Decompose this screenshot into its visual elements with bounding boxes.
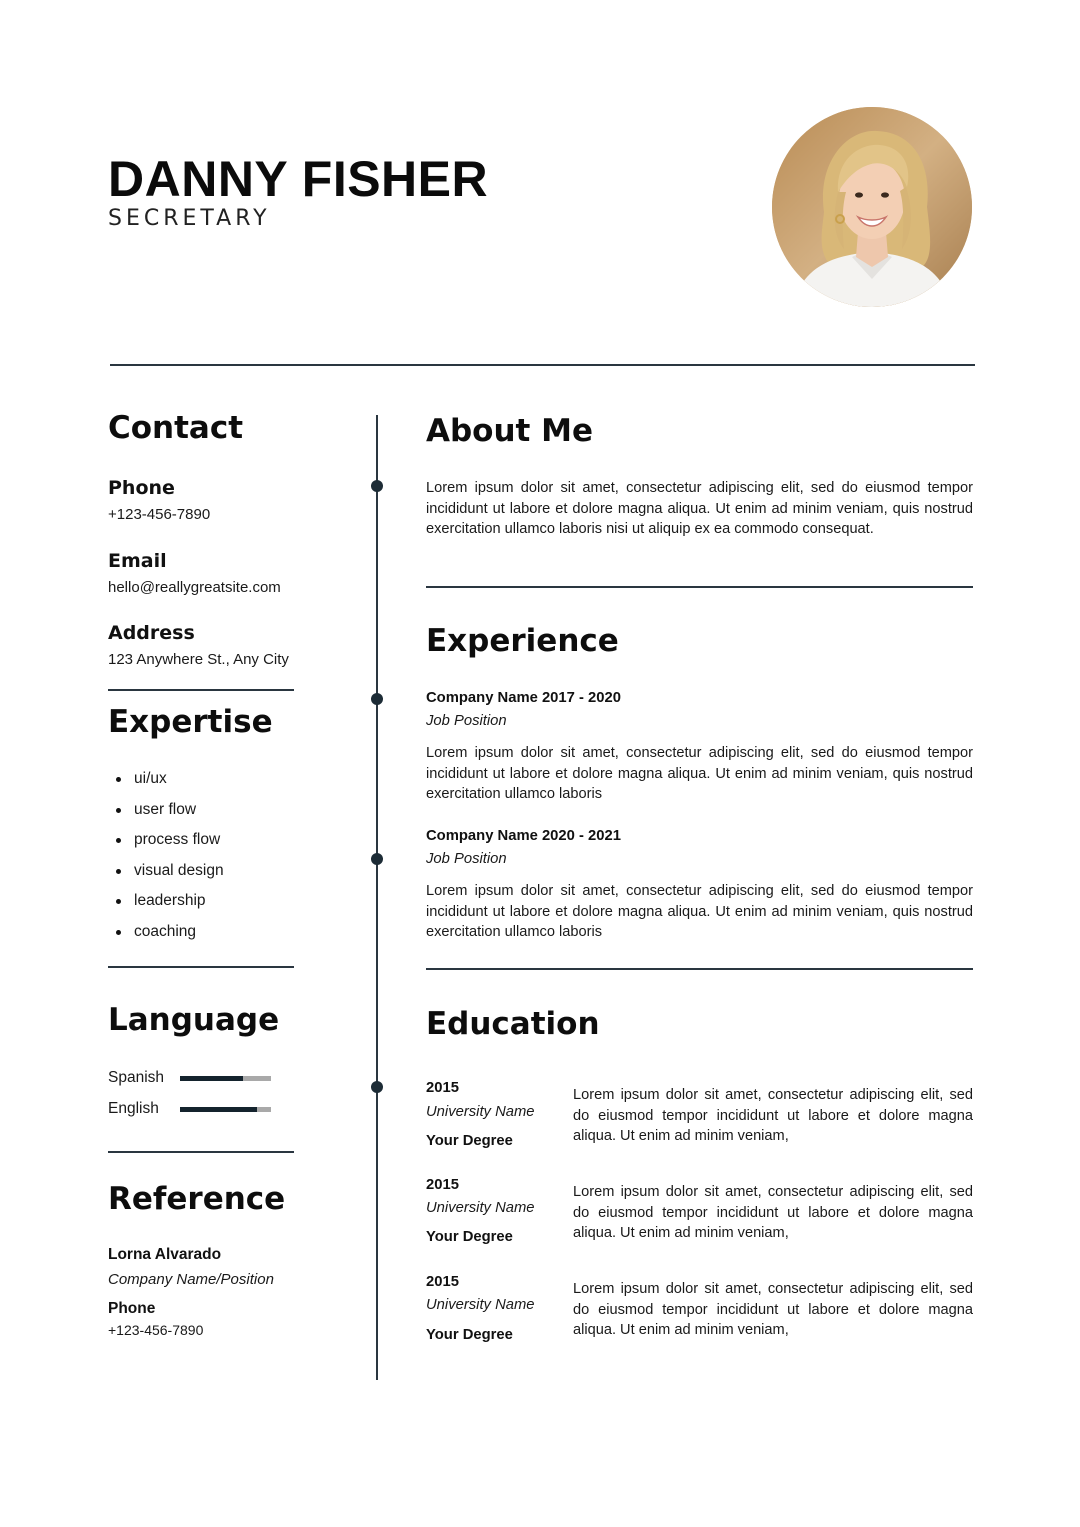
timeline-dot — [371, 693, 383, 705]
list-item: visual design — [108, 859, 224, 890]
language-bar — [180, 1107, 271, 1112]
education-text: Lorem ipsum dolor sit amet, consectetur adipiscing elit, sed do eiusmod tempor incididunt ut labore et dolore magna aliqua. Ut enim ad minim veniam, — [573, 1281, 973, 1338]
experience-position: Job Position — [426, 851, 507, 867]
list-item: leadership — [108, 889, 224, 920]
language-row — [108, 1069, 278, 1089]
experience-company: Company Name 2017 - 2020 — [426, 690, 621, 706]
timeline-dot — [371, 1081, 383, 1093]
experience-text: Lorem ipsum dolor sit amet, consectetur adipiscing elit, sed do eiusmod tempor incididunt ut labore et dolore magna aliqua. Ut enim ad minim veniam, quis nostrud exercitation ullamco laboris — [426, 883, 973, 940]
education-text: Lorem ipsum dolor sit amet, consectetur adipiscing elit, sed do eiusmod tempor incididunt ut labore et dolore magna aliqua. Ut enim ad minim veniam, — [573, 1087, 973, 1144]
timeline-dot — [371, 853, 383, 865]
portrait-image — [772, 107, 972, 307]
email-label: Email — [108, 550, 167, 572]
reference-name: Lorna Alvarado — [108, 1246, 222, 1263]
section-divider — [108, 1151, 294, 1153]
reference-phone: +123-456-7890 — [108, 1322, 204, 1338]
education-text: Lorem ipsum dolor sit amet, consectetur adipiscing elit, sed do eiusmod tempor incididunt ut labore et dolore magna aliqua. Ut enim ad minim veniam, — [573, 1184, 973, 1241]
job-title: SECRETARY — [108, 206, 271, 231]
section-divider — [108, 966, 294, 968]
expertise-heading: Expertise — [108, 704, 273, 740]
section-divider — [426, 968, 973, 970]
email-value: hello@reallygreatsite.com — [108, 579, 281, 596]
education-year: 2015 — [426, 1080, 459, 1096]
phone-label: Phone — [108, 477, 175, 499]
education-university: University Name — [426, 1297, 535, 1313]
expertise-list — [108, 767, 224, 951]
experience-heading: Experience — [426, 623, 619, 659]
language-bar — [180, 1076, 271, 1081]
timeline-dot — [371, 480, 383, 492]
education-degree: Your Degree — [426, 1229, 513, 1245]
profile-photo — [772, 107, 972, 307]
language-name: English — [108, 1100, 159, 1117]
reference-company: Company Name/Position — [108, 1271, 274, 1288]
language-heading: Language — [108, 1002, 280, 1038]
language-bar-fill — [180, 1107, 257, 1112]
about-heading: About Me — [426, 413, 594, 449]
education-university: University Name — [426, 1200, 535, 1216]
about-text: Lorem ipsum dolor sit amet, consectetur adipiscing elit, sed do eiusmod tempor incididunt ut labore et dolore magna aliqua. Ut enim ad minim veniam, quis nostrud exercitation ullamco laboris nisi ut aliquip ex ea commodo consequat. — [426, 480, 973, 537]
header-divider — [110, 364, 975, 366]
education-year: 2015 — [426, 1177, 459, 1193]
list-item: user flow — [108, 798, 224, 829]
contact-heading: Contact — [108, 410, 244, 446]
list-item: ui/ux — [108, 767, 224, 798]
timeline-line — [376, 415, 378, 1380]
list-item: process flow — [108, 828, 224, 859]
list-item: coaching — [108, 920, 224, 951]
education-degree: Your Degree — [426, 1133, 513, 1149]
experience-position: Job Position — [426, 713, 507, 729]
experience-company: Company Name 2020 - 2021 — [426, 828, 621, 844]
candidate-name: DANNY FISHER — [108, 151, 489, 207]
language-row — [108, 1100, 278, 1120]
section-divider — [426, 586, 973, 588]
phone-value: +123-456-7890 — [108, 506, 211, 523]
reference-heading: Reference — [108, 1181, 286, 1217]
education-degree: Your Degree — [426, 1327, 513, 1343]
education-year: 2015 — [426, 1274, 459, 1290]
address-value: 123 Anywhere St., Any City — [108, 651, 289, 668]
reference-phone-label: Phone — [108, 1300, 156, 1317]
section-divider — [108, 689, 294, 691]
language-bar-fill — [180, 1076, 243, 1081]
experience-text: Lorem ipsum dolor sit amet, consectetur adipiscing elit, sed do eiusmod tempor incididunt ut labore et dolore magna aliqua. Ut enim ad minim veniam, quis nostrud exercitation ullamco laboris — [426, 745, 973, 802]
education-heading: Education — [426, 1006, 600, 1042]
language-name: Spanish — [108, 1069, 165, 1086]
address-label: Address — [108, 622, 195, 644]
education-university: University Name — [426, 1104, 535, 1120]
